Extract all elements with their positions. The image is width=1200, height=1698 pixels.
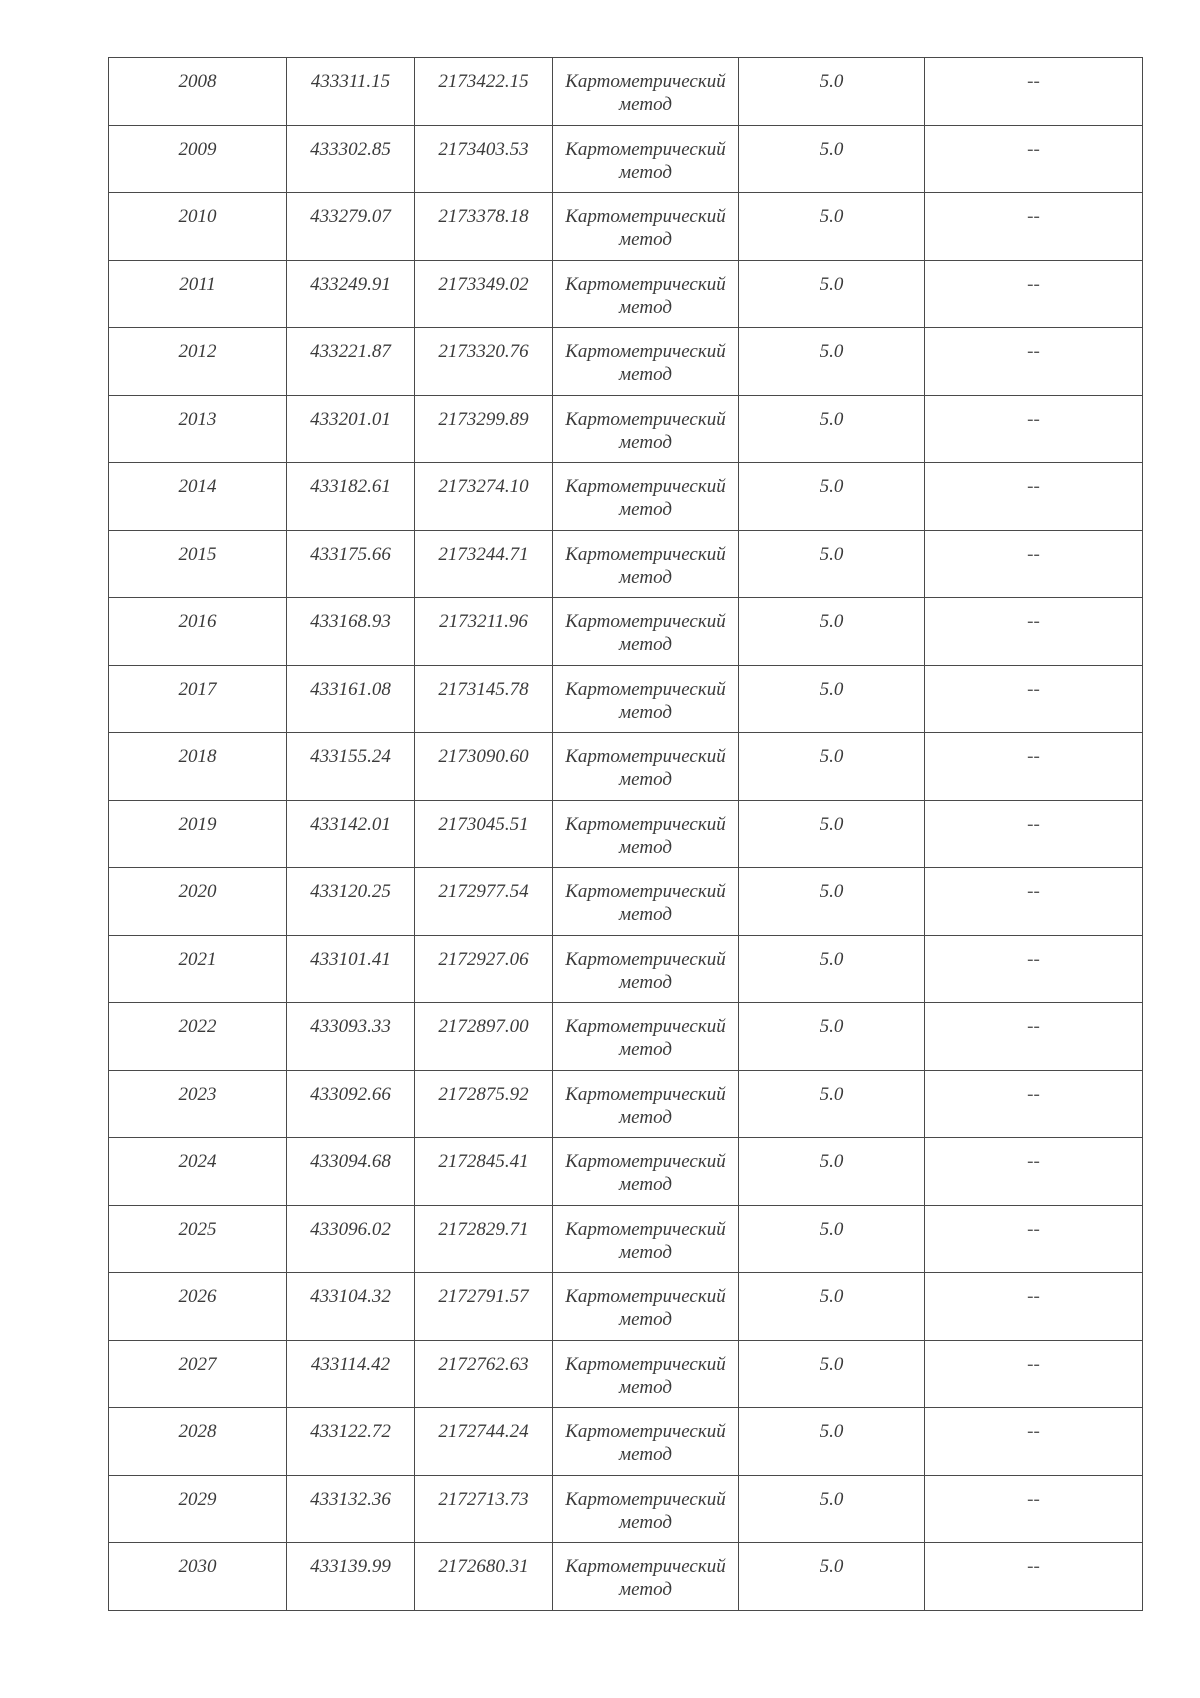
method-cell: Картометрический метод — [553, 1475, 739, 1543]
method-cell: Картометрический метод — [553, 193, 739, 261]
method-cell: Картометрический метод — [553, 328, 739, 396]
x-coordinate-cell: 433139.99 — [287, 1543, 415, 1611]
note-cell: -- — [925, 1273, 1143, 1341]
note-cell: -- — [925, 463, 1143, 531]
table-row — [109, 193, 1143, 261]
accuracy-cell: 5.0 — [739, 935, 925, 1003]
method-cell: Картометрический метод — [553, 58, 739, 126]
table-row — [109, 328, 1143, 396]
y-coordinate-cell: 2172977.54 — [415, 868, 553, 936]
y-coordinate-cell: 2172845.41 — [415, 1138, 553, 1206]
note-cell: -- — [925, 868, 1143, 936]
accuracy-cell: 5.0 — [739, 395, 925, 463]
method-cell: Картометрический метод — [553, 1205, 739, 1273]
method-cell: Картометрический метод — [553, 395, 739, 463]
accuracy-cell: 5.0 — [739, 800, 925, 868]
method-cell: Картометрический метод — [553, 530, 739, 598]
point-number-cell: 2030 — [109, 1543, 287, 1611]
accuracy-cell: 5.0 — [739, 1340, 925, 1408]
x-coordinate-cell: 433175.66 — [287, 530, 415, 598]
x-coordinate-cell: 433122.72 — [287, 1408, 415, 1476]
y-coordinate-cell: 2173090.60 — [415, 733, 553, 801]
accuracy-cell: 5.0 — [739, 1070, 925, 1138]
x-coordinate-cell: 433120.25 — [287, 868, 415, 936]
x-coordinate-cell: 433093.33 — [287, 1003, 415, 1071]
accuracy-cell: 5.0 — [739, 733, 925, 801]
point-number-cell: 2015 — [109, 530, 287, 598]
point-number-cell: 2027 — [109, 1340, 287, 1408]
x-coordinate-cell: 433101.41 — [287, 935, 415, 1003]
method-cell: Картометрический метод — [553, 733, 739, 801]
point-number-cell: 2017 — [109, 665, 287, 733]
accuracy-cell: 5.0 — [739, 125, 925, 193]
note-cell: -- — [925, 800, 1143, 868]
point-number-cell: 2012 — [109, 328, 287, 396]
x-coordinate-cell: 433096.02 — [287, 1205, 415, 1273]
method-cell: Картометрический метод — [553, 598, 739, 666]
accuracy-cell: 5.0 — [739, 665, 925, 733]
coordinates-table — [108, 57, 1143, 1611]
x-coordinate-cell: 433168.93 — [287, 598, 415, 666]
accuracy-cell: 5.0 — [739, 1003, 925, 1071]
table-row — [109, 58, 1143, 126]
y-coordinate-cell: 2172713.73 — [415, 1475, 553, 1543]
note-cell: -- — [925, 733, 1143, 801]
y-coordinate-cell: 2173422.15 — [415, 58, 553, 126]
x-coordinate-cell: 433155.24 — [287, 733, 415, 801]
x-coordinate-cell: 433092.66 — [287, 1070, 415, 1138]
y-coordinate-cell: 2172829.71 — [415, 1205, 553, 1273]
method-cell: Картометрический метод — [553, 800, 739, 868]
table-row — [109, 1003, 1143, 1071]
table-row — [109, 733, 1143, 801]
y-coordinate-cell: 2172875.92 — [415, 1070, 553, 1138]
y-coordinate-cell: 2173378.18 — [415, 193, 553, 261]
note-cell: -- — [925, 58, 1143, 126]
method-cell: Картометрический метод — [553, 1070, 739, 1138]
method-cell: Картометрический метод — [553, 1543, 739, 1611]
method-cell: Картометрический метод — [553, 868, 739, 936]
x-coordinate-cell: 433161.08 — [287, 665, 415, 733]
accuracy-cell: 5.0 — [739, 193, 925, 261]
accuracy-cell: 5.0 — [739, 1205, 925, 1273]
table-row — [109, 868, 1143, 936]
table-row — [109, 260, 1143, 328]
note-cell: -- — [925, 1543, 1143, 1611]
table-row — [109, 598, 1143, 666]
y-coordinate-cell: 2173274.10 — [415, 463, 553, 531]
y-coordinate-cell: 2173244.71 — [415, 530, 553, 598]
accuracy-cell: 5.0 — [739, 598, 925, 666]
note-cell: -- — [925, 1408, 1143, 1476]
point-number-cell: 2021 — [109, 935, 287, 1003]
accuracy-cell: 5.0 — [739, 1273, 925, 1341]
point-number-cell: 2029 — [109, 1475, 287, 1543]
y-coordinate-cell: 2173299.89 — [415, 395, 553, 463]
table-row — [109, 1138, 1143, 1206]
table-row — [109, 800, 1143, 868]
note-cell: -- — [925, 530, 1143, 598]
note-cell: -- — [925, 328, 1143, 396]
y-coordinate-cell: 2173320.76 — [415, 328, 553, 396]
method-cell: Картометрический метод — [553, 1273, 739, 1341]
accuracy-cell: 5.0 — [739, 1138, 925, 1206]
point-number-cell: 2024 — [109, 1138, 287, 1206]
table-row — [109, 1205, 1143, 1273]
y-coordinate-cell: 2173349.02 — [415, 260, 553, 328]
point-number-cell: 2009 — [109, 125, 287, 193]
point-number-cell: 2025 — [109, 1205, 287, 1273]
x-coordinate-cell: 433132.36 — [287, 1475, 415, 1543]
table-row — [109, 935, 1143, 1003]
accuracy-cell: 5.0 — [739, 1408, 925, 1476]
note-cell: -- — [925, 1138, 1143, 1206]
point-number-cell: 2028 — [109, 1408, 287, 1476]
x-coordinate-cell: 433142.01 — [287, 800, 415, 868]
y-coordinate-cell: 2172680.31 — [415, 1543, 553, 1611]
point-number-cell: 2019 — [109, 800, 287, 868]
point-number-cell: 2010 — [109, 193, 287, 261]
point-number-cell: 2013 — [109, 395, 287, 463]
x-coordinate-cell: 433302.85 — [287, 125, 415, 193]
y-coordinate-cell: 2173145.78 — [415, 665, 553, 733]
note-cell: -- — [925, 395, 1143, 463]
point-number-cell: 2018 — [109, 733, 287, 801]
x-coordinate-cell: 433201.01 — [287, 395, 415, 463]
y-coordinate-cell: 2172897.00 — [415, 1003, 553, 1071]
method-cell: Картометрический метод — [553, 665, 739, 733]
note-cell: -- — [925, 193, 1143, 261]
note-cell: -- — [925, 260, 1143, 328]
method-cell: Картометрический метод — [553, 125, 739, 193]
x-coordinate-cell: 433182.61 — [287, 463, 415, 531]
table-row — [109, 1543, 1143, 1611]
note-cell: -- — [925, 665, 1143, 733]
method-cell: Картометрический метод — [553, 1138, 739, 1206]
table-row — [109, 395, 1143, 463]
method-cell: Картометрический метод — [553, 260, 739, 328]
y-coordinate-cell: 2172744.24 — [415, 1408, 553, 1476]
accuracy-cell: 5.0 — [739, 260, 925, 328]
point-number-cell: 2008 — [109, 58, 287, 126]
method-cell: Картометрический метод — [553, 463, 739, 531]
point-number-cell: 2020 — [109, 868, 287, 936]
table-row — [109, 463, 1143, 531]
note-cell: -- — [925, 1003, 1143, 1071]
method-cell: Картометрический метод — [553, 935, 739, 1003]
coordinates-table-body — [109, 58, 1143, 1611]
method-cell: Картометрический метод — [553, 1408, 739, 1476]
point-number-cell: 2014 — [109, 463, 287, 531]
point-number-cell: 2011 — [109, 260, 287, 328]
table-row — [109, 1475, 1143, 1543]
point-number-cell: 2016 — [109, 598, 287, 666]
table-row — [109, 530, 1143, 598]
y-coordinate-cell: 2173045.51 — [415, 800, 553, 868]
table-row — [109, 1273, 1143, 1341]
note-cell: -- — [925, 1340, 1143, 1408]
x-coordinate-cell: 433114.42 — [287, 1340, 415, 1408]
accuracy-cell: 5.0 — [739, 463, 925, 531]
table-row — [109, 1070, 1143, 1138]
accuracy-cell: 5.0 — [739, 1475, 925, 1543]
method-cell: Картометрический метод — [553, 1003, 739, 1071]
x-coordinate-cell: 433221.87 — [287, 328, 415, 396]
note-cell: -- — [925, 1070, 1143, 1138]
note-cell: -- — [925, 1475, 1143, 1543]
note-cell: -- — [925, 125, 1143, 193]
x-coordinate-cell: 433104.32 — [287, 1273, 415, 1341]
accuracy-cell: 5.0 — [739, 328, 925, 396]
x-coordinate-cell: 433279.07 — [287, 193, 415, 261]
point-number-cell: 2026 — [109, 1273, 287, 1341]
accuracy-cell: 5.0 — [739, 58, 925, 126]
x-coordinate-cell: 433094.68 — [287, 1138, 415, 1206]
y-coordinate-cell: 2172927.06 — [415, 935, 553, 1003]
note-cell: -- — [925, 598, 1143, 666]
accuracy-cell: 5.0 — [739, 1543, 925, 1611]
point-number-cell: 2022 — [109, 1003, 287, 1071]
table-row — [109, 665, 1143, 733]
y-coordinate-cell: 2173211.96 — [415, 598, 553, 666]
table-row — [109, 1408, 1143, 1476]
x-coordinate-cell: 433311.15 — [287, 58, 415, 126]
y-coordinate-cell: 2173403.53 — [415, 125, 553, 193]
y-coordinate-cell: 2172791.57 — [415, 1273, 553, 1341]
note-cell: -- — [925, 935, 1143, 1003]
table-row — [109, 1340, 1143, 1408]
x-coordinate-cell: 433249.91 — [287, 260, 415, 328]
y-coordinate-cell: 2172762.63 — [415, 1340, 553, 1408]
accuracy-cell: 5.0 — [739, 530, 925, 598]
table-row — [109, 125, 1143, 193]
point-number-cell: 2023 — [109, 1070, 287, 1138]
accuracy-cell: 5.0 — [739, 868, 925, 936]
method-cell: Картометрический метод — [553, 1340, 739, 1408]
note-cell: -- — [925, 1205, 1143, 1273]
